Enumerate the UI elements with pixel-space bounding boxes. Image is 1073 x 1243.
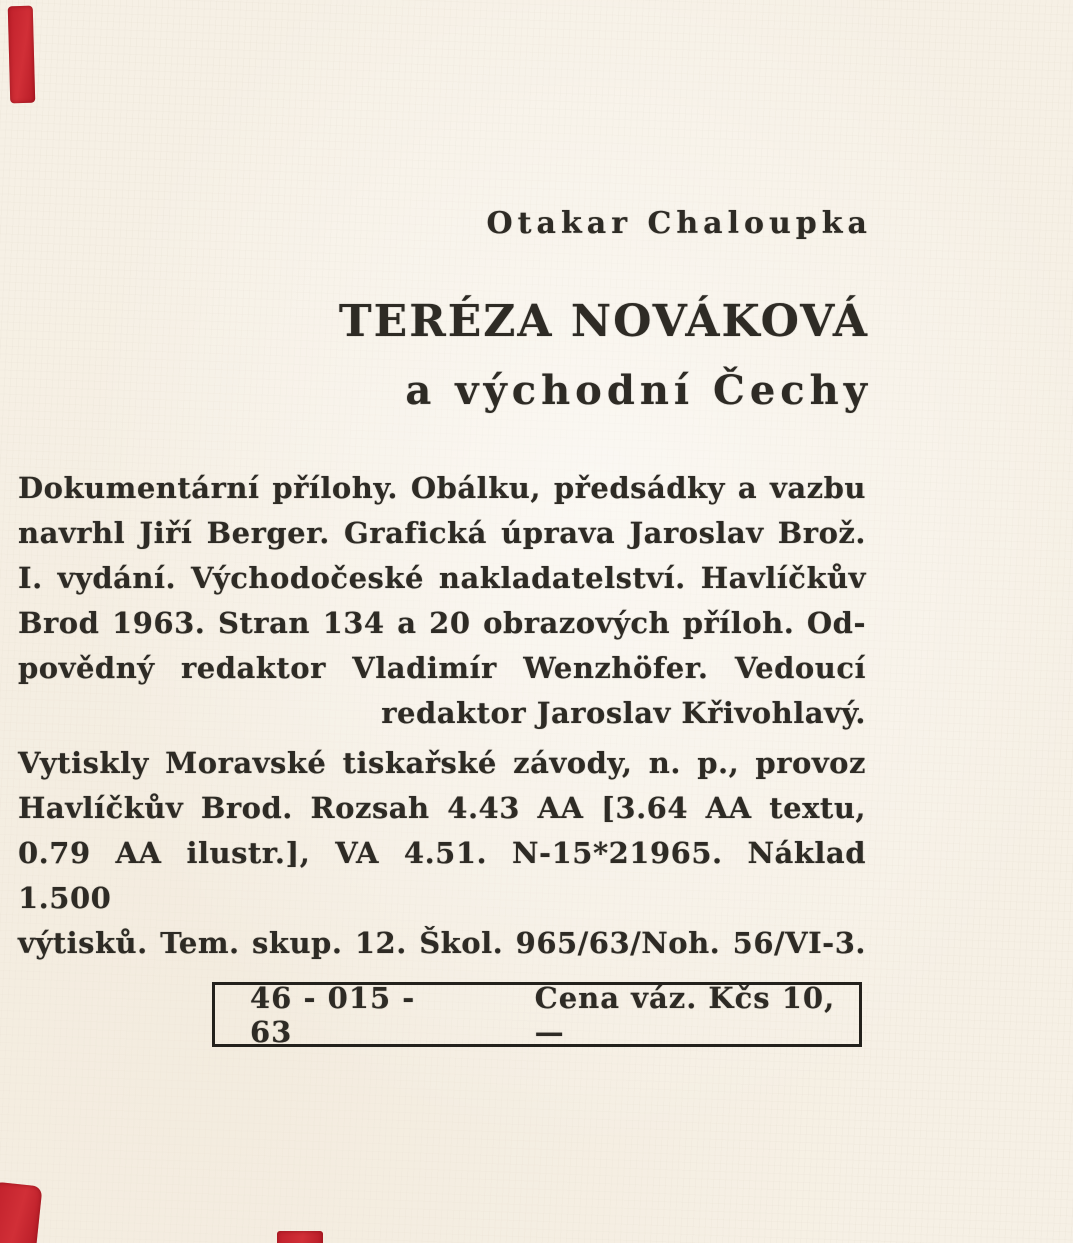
imprint-line: povědný redaktor Vladimír Wenzhöfer. Vedoucí	[18, 651, 866, 685]
red-ink-mark-top-left	[8, 6, 36, 104]
imprint-paragraph-1	[18, 466, 866, 736]
imprint-block	[18, 466, 866, 966]
catalog-number: 46 - 015 - 63	[250, 980, 416, 1049]
imprint-line: 0.79 AA ilustr.], VA 4.51. N-15*21965. Náklad 1.500	[18, 836, 866, 915]
book-subtitle: a východní Čechy	[405, 367, 872, 414]
red-ink-mark-bottom-bar	[277, 1231, 323, 1243]
imprint-line: Havlíčkův Brod. Rozsah 4.43 AA [3.64 AA textu,	[18, 791, 866, 825]
imprint-line: výtisků. Tem. skup. 12. Škol. 965/63/Noh. 56/VI-3.	[18, 926, 866, 960]
price-box	[212, 982, 862, 1047]
imprint-line: Brod 1963. Stran 134 a 20 obrazových příloh. Od-	[18, 606, 866, 640]
book-title: TERÉZA NOVÁKOVÁ	[338, 296, 869, 347]
red-ink-mark-bottom-left	[0, 1182, 43, 1243]
imprint-line: navrhl Jiří Berger. Grafická úprava Jaroslav Brož.	[18, 516, 866, 550]
author-name: Otakar Chaloupka	[486, 206, 872, 241]
title-block	[338, 204, 872, 414]
price-label: Cena váz. Kčs 10,—	[534, 980, 836, 1049]
imprint-line: Vytiskly Moravské tiskařské závody, n. p., provoz	[18, 746, 866, 780]
imprint-paragraph-2	[18, 741, 866, 966]
imprint-line: redaktor Jaroslav Křivohlavý.	[381, 696, 866, 730]
imprint-line: Dokumentární přílohy. Obálku, předsádky a vazbu	[18, 471, 866, 505]
imprint-line: I. vydání. Východočeské nakladatelství. Havlíčkův	[18, 561, 866, 595]
